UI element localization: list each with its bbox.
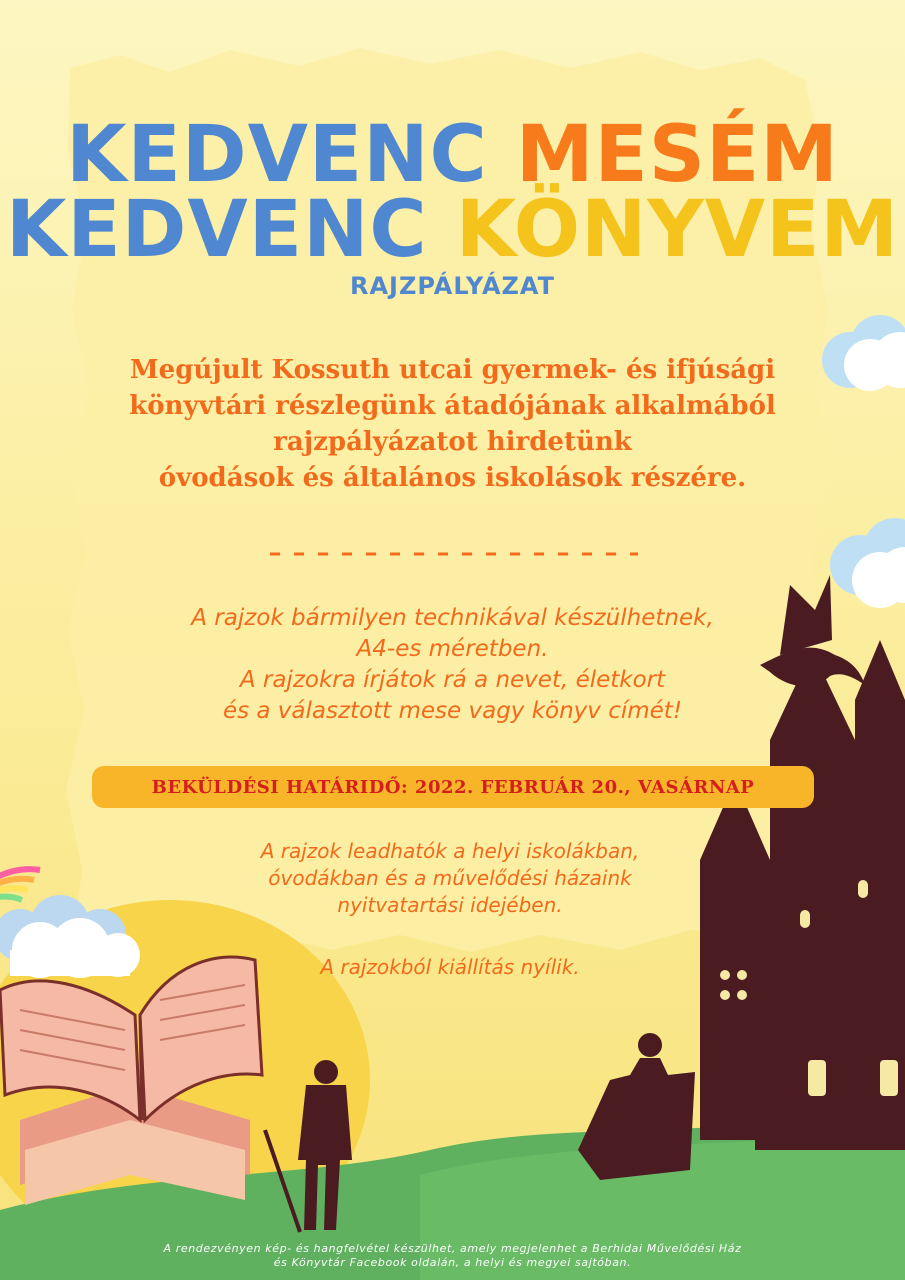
rules-line: A rajzok bármilyen technikával készülhetnek, [191, 605, 714, 631]
princess-icon [578, 1033, 695, 1180]
footer-line: és Könyvtár Facebook oldalán, a helyi és megyei sajtóban. [273, 1256, 632, 1269]
submission-line: A rajzok leadhatók a helyi iskolákban, [260, 839, 640, 863]
cloud-icon [822, 315, 905, 391]
title-line-2 [0, 185, 905, 275]
footer-disclaimer [0, 1242, 905, 1270]
title-word-kedvenc-2: KEDVENC [5, 185, 428, 275]
deadline-text: BEKÜLDÉSI HATÁRIDŐ: 2022. FEBRUÁR 20., VASÁRNAP [151, 776, 755, 798]
subtitle: RAJZPÁLYÁZAT [349, 272, 556, 300]
title-word-kedvenc-1: KEDVENC [66, 110, 488, 200]
rules-line: és a választott mese vagy könyv címét! [222, 698, 683, 724]
rules-line: A rajzokra írjátok rá a nevet, életkort [239, 667, 666, 693]
intro-line: könyvtári részlegünk átadójának alkalmából [129, 391, 776, 421]
exhibition-text: A rajzokból kiállítás nyílik. [320, 955, 580, 979]
submission-line: óvodákban és a művelődési házaink [268, 866, 632, 890]
intro-line: óvodások és általános iskolások részére. [158, 463, 747, 493]
title-word-mesem: MESÉM [515, 110, 839, 200]
deadline-banner [92, 766, 814, 808]
cloud-icon [830, 518, 905, 608]
submission-text [150, 838, 750, 919]
footer-line: A rendezvényen kép- és hangfelvétel készülhet, amely megjelenhet a Berhidai Művelődési Ház [163, 1242, 742, 1255]
rules-text [80, 603, 825, 727]
rules-line: A4-es méretben. [356, 636, 549, 662]
dashed-divider [270, 548, 638, 560]
submission-line: nyitvatartási idejében. [337, 893, 563, 917]
intro-text [80, 352, 825, 496]
intro-line: Megújult Kossuth utcai gyermek- és ifjúsági [129, 355, 776, 385]
intro-line: rajzpályázatot hirdetünk [273, 427, 632, 457]
title-line-1 [0, 110, 905, 200]
title-word-konyvem: KÖNYVEM [455, 185, 900, 275]
